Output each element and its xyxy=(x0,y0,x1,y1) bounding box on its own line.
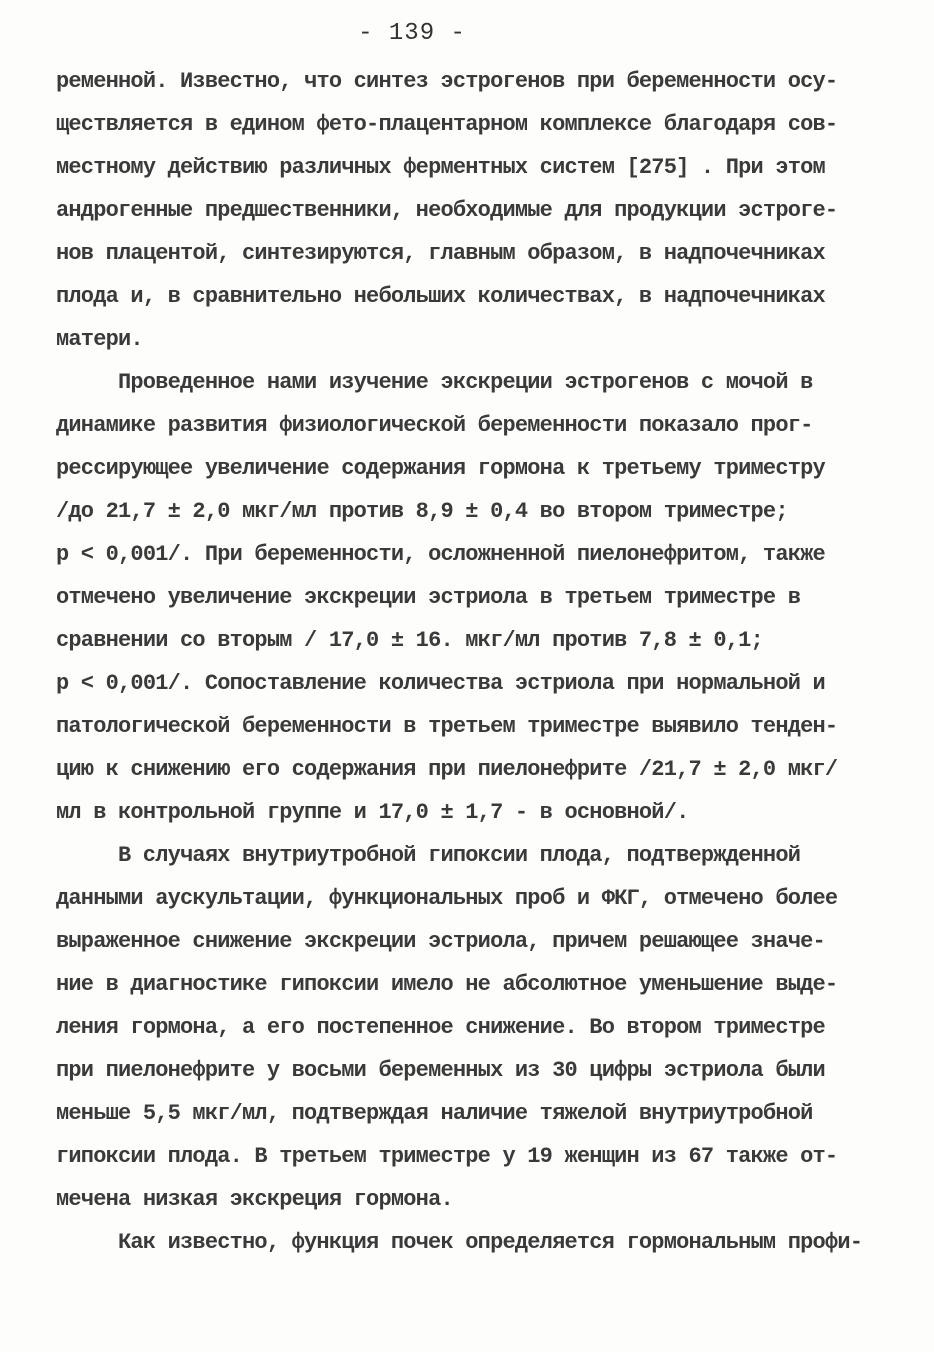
text-line: рессирующее увеличение содержания гормона к третьему триместру xyxy=(56,456,825,481)
text-line: патологической беременности в третьем триместре выявило тенден- xyxy=(56,714,838,739)
text-line: сравнении со вторым / 17,0 ± 16. мкг/мл против 7,8 ± 0,1; xyxy=(56,628,763,653)
text-line: мл в контрольной группе и 17,0 ± 1,7 - в основной/. xyxy=(56,800,689,825)
text-line: Проведенное нами изучение экскреции эстрогенов с мочой в xyxy=(118,370,813,395)
text-line: В случаях внутриутробной гипоксии плода, подтвержденной xyxy=(118,843,801,868)
paragraph-2 xyxy=(56,361,886,834)
text-line: меньше 5,5 мкг/мл, подтверждая наличие тяжелой внутриутробной xyxy=(56,1101,813,1126)
page-number: - 139 - xyxy=(358,20,466,47)
text-line: гипоксии плода. В третьем триместре у 19 женщин из 67 также от- xyxy=(56,1144,838,1169)
text-line: /до 21,7 ± 2,0 мкг/мл против 8,9 ± 0,4 во втором триместре; xyxy=(56,499,788,524)
text-line: ления гормона, а его постепенное снижение. Во втором триместре xyxy=(56,1015,825,1040)
text-line: ременной. Известно, что синтез эстрогенов при беременности осу- xyxy=(56,69,838,94)
text-line: мечена низкая экскреция гормона. xyxy=(56,1187,453,1212)
text-line: нов плацентой, синтезируются, главным образом, в надпочечниках xyxy=(56,241,825,266)
body-text xyxy=(56,60,886,1264)
text-line: андрогенные предшественники, необходимые для продукции эстроге- xyxy=(56,198,838,223)
text-line: ществляется в едином фето-плацентарном комплексе благодаря сов- xyxy=(56,112,838,137)
text-line: Как известно, функция почек определяется гормональным профи- xyxy=(118,1230,863,1255)
text-line: ние в диагностике гипоксии имело не абсолютное уменьшение выде- xyxy=(56,972,838,997)
text-line: плода и, в сравнительно небольших количествах, в надпочечниках xyxy=(56,284,825,309)
text-line: выраженное снижение экскреции эстриола, причем решающее значе- xyxy=(56,929,825,954)
paragraph-4 xyxy=(56,1221,886,1264)
paragraph-3 xyxy=(56,834,886,1221)
text-line: отмечено увеличение экскреции эстриола в третьем триместре в xyxy=(56,585,801,610)
text-line: матери. xyxy=(56,327,143,352)
text-line: данными аускультации, функциональных проб и ФКГ, отмечено более xyxy=(56,886,838,911)
text-line: динамике развития физиологической беременности показало прог- xyxy=(56,413,813,438)
text-line: местному действию различных ферментных систем [275] . При этом xyxy=(56,155,825,180)
text-line: р < 0,001/. При беременности, осложненной пиелонефритом, также xyxy=(56,542,825,567)
text-line: цию к снижению его содержания при пиелонефрите /21,7 ± 2,0 мкг/ xyxy=(56,757,838,782)
text-line: при пиелонефрите у восьми беременных из 30 цифры эстриола были xyxy=(56,1058,825,1083)
paragraph-1 xyxy=(56,60,886,361)
text-line: р < 0,001/. Сопоставление количества эстриола при нормальной и xyxy=(56,671,825,696)
